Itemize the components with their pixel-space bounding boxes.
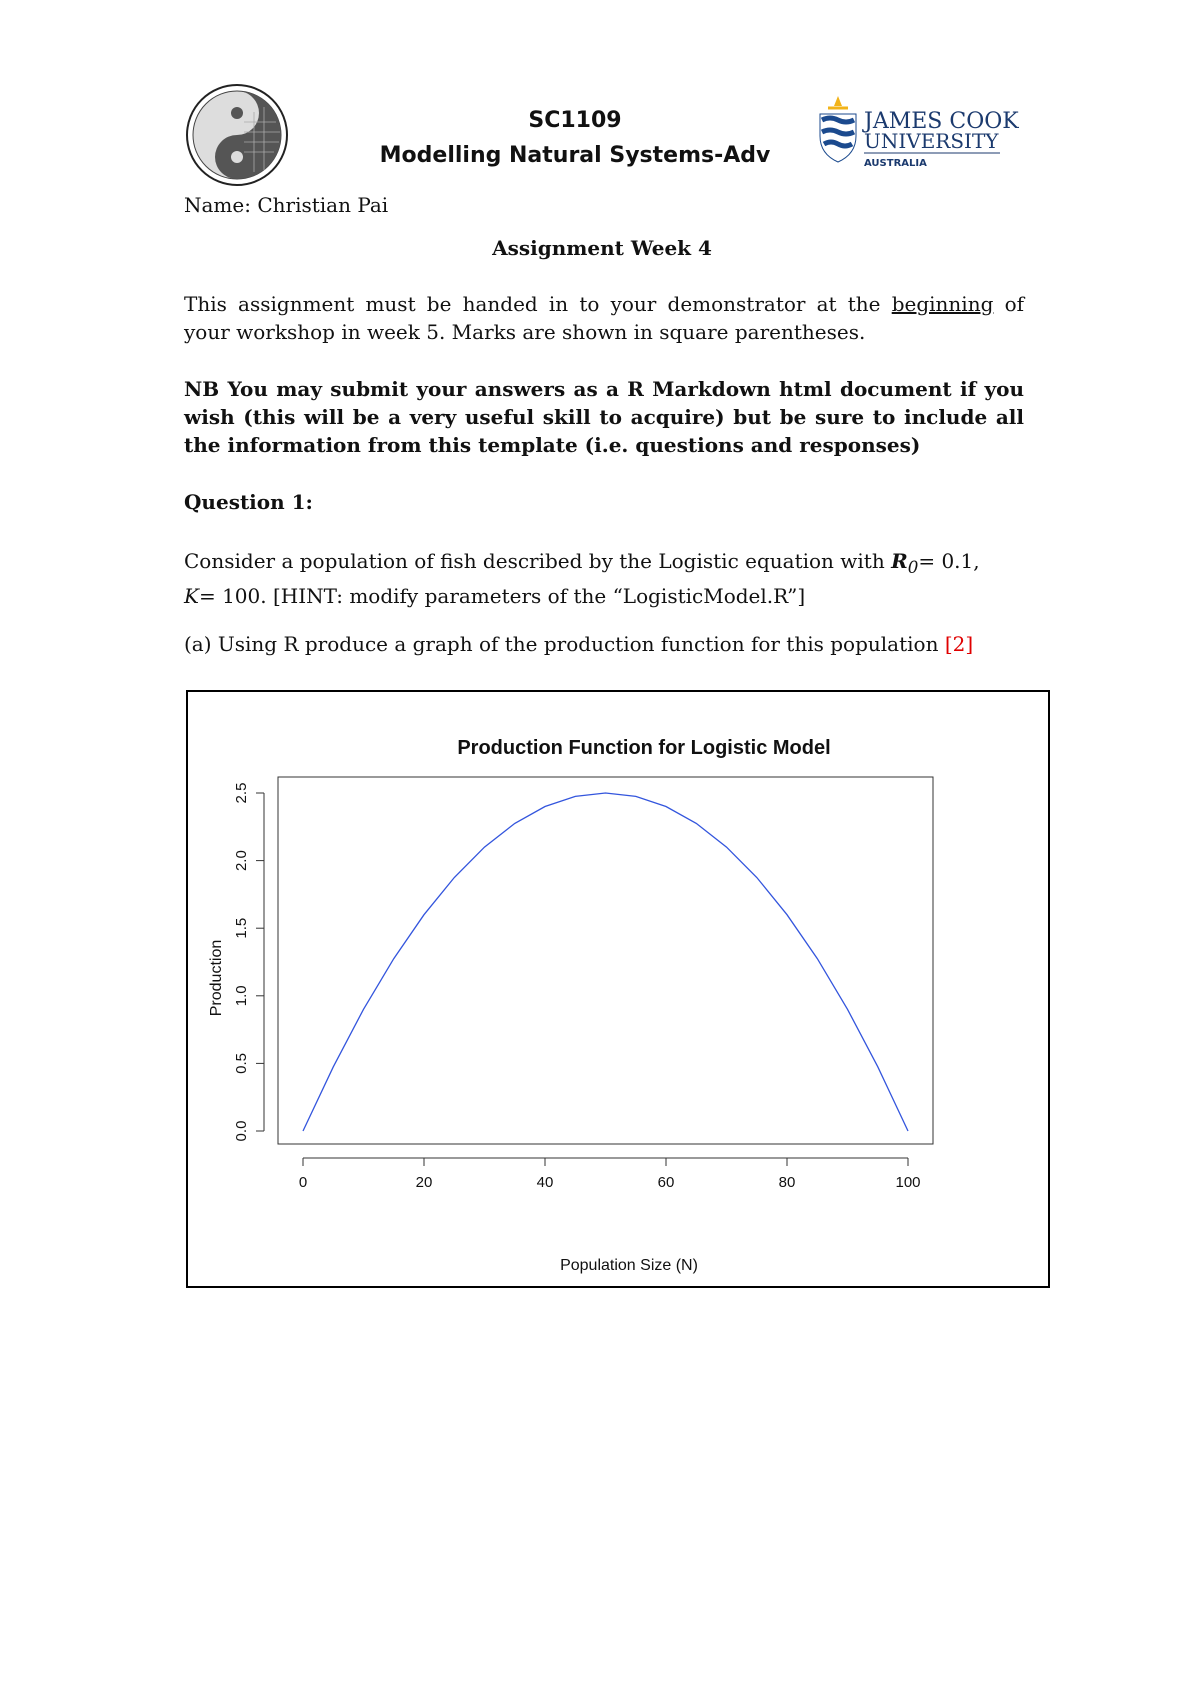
- nb-line3: the information from this template (i.e. questions and responses): [184, 433, 921, 457]
- nb-line1: NB You may submit your answers as a R Markdown html document if you: [184, 377, 1024, 401]
- series-line: [303, 793, 908, 1131]
- question1-body: [184, 547, 1024, 610]
- x-tick-label: 80: [778, 1174, 796, 1191]
- name-value: Christian Pai: [257, 193, 389, 217]
- question1-part-a: [184, 632, 973, 656]
- y-tick-label: 2.0: [233, 850, 250, 872]
- question1-line1: [184, 547, 1024, 582]
- seal-logo: [184, 82, 290, 188]
- r-subscript: 0: [907, 558, 919, 577]
- production-chart: [188, 692, 1048, 1286]
- r-value: = 0.1,: [918, 549, 980, 573]
- question1-prefix: Consider a population of fish described by the Logistic equation with: [184, 549, 885, 573]
- course-name: Modelling Natural Systems-Adv: [379, 143, 771, 168]
- nb-line2: wish (this will be a very useful skill to acquire) but be sure to include all: [184, 405, 1024, 429]
- intro-underlined-word: beginning: [891, 292, 994, 316]
- plot-area: [278, 777, 933, 1144]
- logo-line1: JAMES COOK: [864, 109, 1019, 134]
- logo-line2: UNIVERSITY: [864, 129, 999, 153]
- y-tick-label: 1.5: [233, 917, 250, 939]
- x-tick-label: 40: [536, 1174, 554, 1191]
- chart-title: Production Function for Logistic Model: [457, 737, 831, 759]
- question1-heading: Question 1:: [184, 490, 313, 514]
- intro-text-a: This assignment must be handed in to your demonstrator at the: [184, 292, 881, 316]
- y-tick-label: 2.5: [233, 782, 250, 804]
- y-axis-label: Production: [208, 939, 225, 1017]
- x-axis-label: Population Size (N): [560, 1257, 698, 1274]
- figure-frame: [186, 690, 1050, 1288]
- shield-icon: [820, 96, 856, 162]
- intro-paragraph: [184, 290, 1024, 346]
- intro-text-b: of: [1004, 292, 1025, 316]
- k-value: = 100. [HINT: modify parameters of the “LogisticModel.R”]: [198, 584, 806, 608]
- y-tick-label: 0.0: [233, 1120, 250, 1142]
- y-tick-label: 1.0: [233, 985, 250, 1007]
- course-code: SC1109: [528, 108, 622, 133]
- nb-paragraph: [184, 375, 1024, 459]
- y-axis: [233, 783, 264, 1142]
- x-axis: [299, 1158, 921, 1191]
- k-symbol: K: [184, 584, 199, 608]
- x-tick-label: 60: [657, 1174, 675, 1191]
- x-tick-label: 0: [298, 1174, 308, 1191]
- logo-line3: AUSTRALIA: [864, 158, 927, 169]
- y-tick-label: 0.5: [233, 1052, 250, 1074]
- university-logo: [816, 92, 1019, 172]
- intro-line1: [184, 290, 1024, 318]
- intro-line2: your workshop in week 5. Marks are shown in square parentheses.: [184, 320, 866, 344]
- question1-line2: [184, 582, 1024, 610]
- student-name-line: [184, 193, 388, 217]
- part-a-marks: [2]: [944, 632, 974, 656]
- x-tick-label: 100: [895, 1174, 921, 1191]
- assignment-title: Assignment Week 4: [492, 236, 712, 260]
- name-label: Name:: [184, 193, 251, 217]
- x-tick-label: 20: [415, 1174, 433, 1191]
- r-symbol: R: [891, 549, 908, 573]
- part-a-text: (a) Using R produce a graph of the production function for this population: [184, 632, 939, 656]
